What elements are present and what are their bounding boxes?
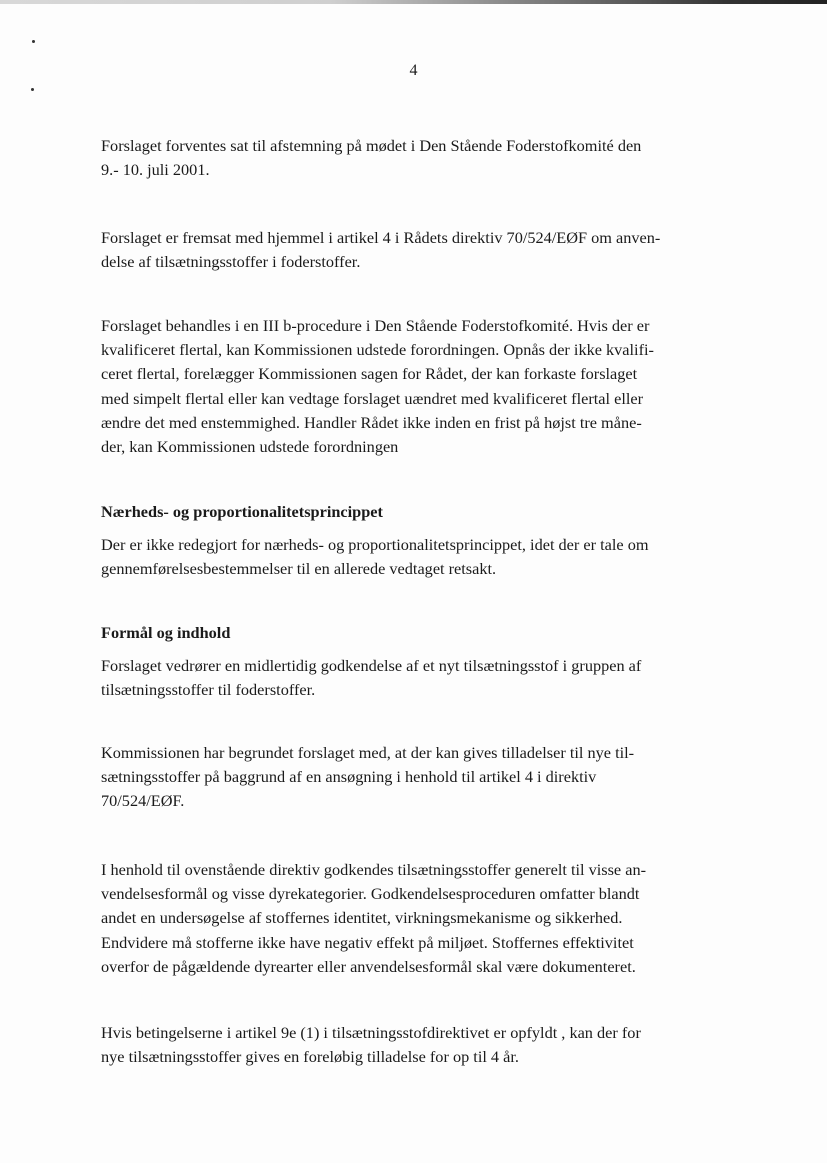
paragraph-approval-criteria: [101, 858, 741, 979]
text-line: overfor de pågældende dyrearter eller anvendelsesformål skal være dokumenteret.: [101, 956, 636, 976]
text-line: delse af tilsætningsstoffer i foderstoffer.: [101, 252, 361, 272]
text-line: sætningsstoffer på baggrund af en ansøgning i henhold til artikel 4 i direktiv: [101, 767, 597, 787]
text-line: med simpelt flertal eller kan vedtage forslaget uændret med kvalificeret flertal eller: [101, 388, 644, 408]
text-line: I henhold til ovenstående direktiv godkendes tilsætningsstoffer generelt til visse an-: [101, 860, 647, 879]
paragraph-vote-date: [101, 134, 741, 182]
paragraph-provisional-authorisation: [101, 1021, 741, 1069]
text-line: gennemførelsesbestemmelser til en allerede vedtaget retsakt.: [101, 559, 497, 579]
text-line: tilsætningsstoffer til foderstoffer.: [101, 680, 316, 700]
text-line: der, kan Kommissionen udstede forordningen: [101, 437, 399, 457]
section-heading-purpose: Formål og indhold: [101, 623, 231, 642]
scan-speck: [32, 40, 35, 43]
text-line: 9.- 10. juli 2001.: [101, 160, 210, 180]
text-line: Forslaget forventes sat til afstemning på mødet i Den Stående Foderstofkomité den: [101, 136, 642, 155]
paragraph-subsidiarity: [101, 533, 741, 581]
text-line: 70/524/EØF.: [101, 791, 185, 811]
text-line: kvalificeret flertal, kan Kommissionen udstede forordningen. Opnås der ikke kvalifi-: [101, 340, 654, 360]
page-number: 4: [409, 62, 418, 79]
text-line: Hvis betingelserne i artikel 9e (1) i tilsætningsstofdirektivet er opfyldt , kan der for: [101, 1023, 641, 1042]
paragraph-procedure: [101, 314, 741, 459]
text-line: ændre det med enstemmighed. Handler Rådet ikke inden en frist på højst tre måne-: [101, 412, 642, 432]
text-line: Kommissionen har begrundet forslaget med, at der kan gives tilladelser til nye til-: [101, 743, 635, 762]
text-line: Forslaget er fremsat med hjemmel i artikel 4 i Rådets direktiv 70/524/EØF om anven-: [101, 228, 661, 247]
text-line: Forslaget behandles i en III b-procedure i Den Stående Foderstofkomité. Hvis der er: [101, 316, 650, 335]
section-heading-subsidiarity: Nærheds- og proportionalitetsprincippet: [101, 502, 383, 521]
text-line: ceret flertal, forelægger Kommissionen sagen for Rådet, der kan forkaste forslaget: [101, 364, 638, 384]
text-line: andet en undersøgelse af stoffernes identitet, virkningsmekanisme og sikkerhed.: [101, 908, 623, 928]
paragraph-purpose: [101, 654, 741, 702]
text-line: Endvidere må stofferne ikke have negativ effekt på miljøet. Stoffernes effektivitet: [101, 932, 634, 952]
text-line: nye tilsætningsstoffer gives en foreløbig tilladelse for op til 4 år.: [101, 1047, 519, 1067]
paragraph-justification: [101, 741, 741, 814]
text-line: Der er ikke redegjort for nærheds- og proportionalitetsprincippet, idet der er tale om: [101, 535, 649, 554]
scan-top-edge: [0, 0, 827, 4]
paragraph-legal-basis: [101, 226, 741, 274]
text-line: vendelsesformål og visse dyrekategorier. Godkendelsesproceduren omfatter blandt: [101, 884, 640, 904]
text-line: Forslaget vedrører en midlertidig godkendelse af et nyt tilsætningsstof i gruppen af: [101, 656, 642, 675]
scan-speck: [31, 88, 34, 91]
